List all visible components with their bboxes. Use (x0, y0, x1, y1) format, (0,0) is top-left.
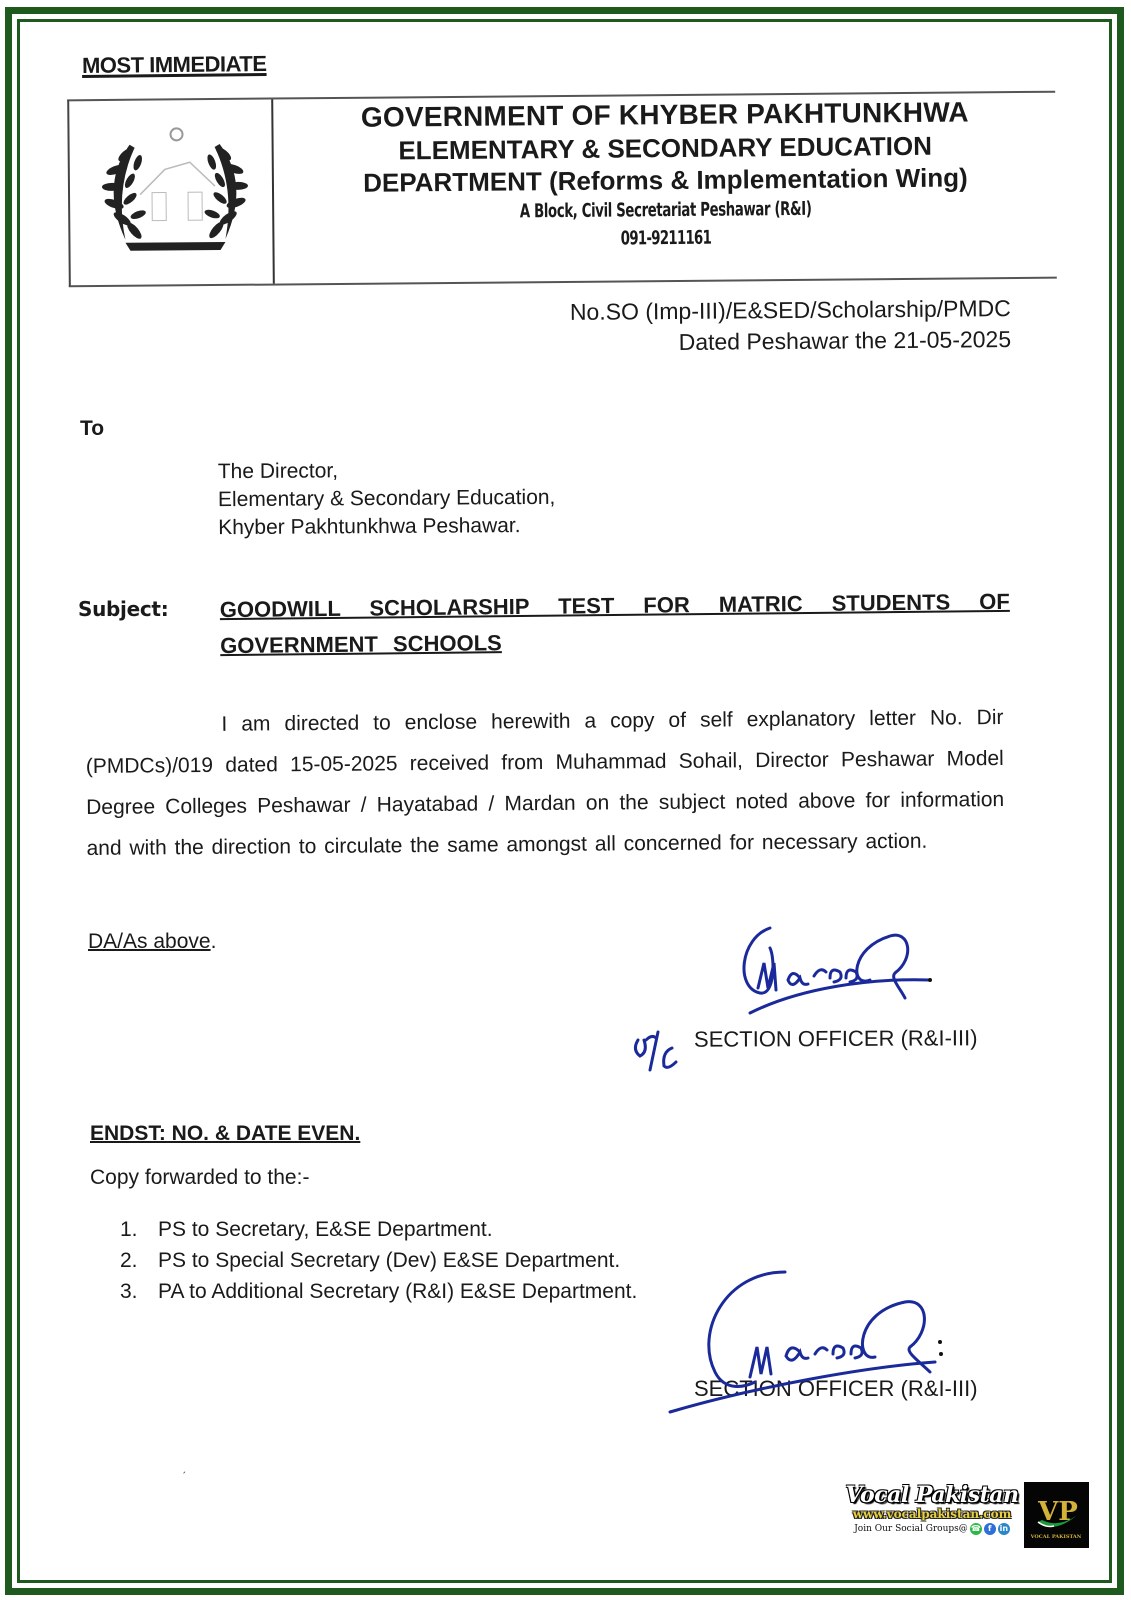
letterhead-divider (271, 100, 275, 284)
letterhead-text (284, 95, 1046, 256)
letterhead-phone: 091-9211161 (620, 226, 712, 250)
endorsement-heading: ENDST: NO. & DATE EVEN. (90, 1122, 361, 1145)
list-number: 1. (120, 1218, 138, 1241)
reference-date: Dated Peshawar the 21-05-2025 (678, 326, 1012, 355)
list-item (120, 1245, 637, 1276)
body-paragraph: I am directed to enclose herewith a copy of self explanatory letter No. Dir (PMDCs)/019 dated 15-05-2025 received from Muhammad Sohail, Director Peshawar Model Degree Colleges Peshawar / Hayatabad / Mardan on the subject noted above for information and with the direction to circulate the same amongst all concerned for necessary action. (85, 705, 1005, 861)
signatory-title-2: SECTION OFFICER (R&I-III) (694, 1376, 978, 1401)
list-number: 2. (120, 1249, 138, 1272)
kp-emblem-icon (89, 114, 260, 255)
list-text: PS to Secretary, E&SE Department. (158, 1218, 493, 1241)
linkedin-icon[interactable]: in (999, 1524, 1009, 1533)
logo-text: VOCAL PAKISTAN (1030, 1534, 1082, 1540)
watermark-title: Vocal Pakistan (845, 1482, 1019, 1508)
oc-mark-icon (630, 1018, 690, 1078)
logo-initials: VP (1038, 1497, 1078, 1527)
list-item (120, 1214, 637, 1245)
copy-forwarded-intro: Copy forwarded to the:- (90, 1166, 310, 1189)
watermark-url[interactable]: www.vocalpakistan.com (852, 1507, 1012, 1521)
letterhead-department-1: ELEMENTARY & SECONDARY EDUCATION (398, 130, 933, 166)
letterhead (67, 91, 1057, 288)
watermark-social (842, 1523, 1022, 1535)
reference-block (570, 293, 1011, 359)
reference-number: No.SO (Imp-III)/E&SED/Scholarship/PMDC (569, 295, 1011, 325)
enclosure-text: DA/As above (88, 930, 211, 953)
vocal-pakistan-logo-icon (1024, 1482, 1089, 1548)
social-label: Join Our Social Groups@ (854, 1524, 968, 1534)
addressee-line: The Director, (217, 459, 339, 484)
facebook-icon[interactable]: f (984, 1523, 996, 1535)
subject-text: GOODWILL SCHOLARSHIP TEST FOR MATRIC STUDENTS OF GOVERNMENT SCHOOLS (219, 588, 1010, 659)
enclosure-note (88, 930, 216, 954)
stray-mark: ˏ (182, 1460, 186, 1474)
to-label: To (80, 417, 105, 440)
signature-icon (665, 1262, 965, 1422)
addressee-line: Khyber Pakhtunkhwa Peshawar. (218, 514, 521, 540)
signature-icon (730, 918, 950, 1028)
addressee (218, 456, 556, 542)
letterhead-government: GOVERNMENT OF KHYBER PAKHTUNKHWA (360, 96, 969, 133)
enclosure-period: . (210, 930, 217, 953)
addressee-line: Elementary & Secondary Education, (217, 485, 556, 512)
list-text: PA to Additional Secretary (R&I) E&SE Department. (158, 1280, 638, 1303)
signatory-title-1: SECTION OFFICER (R&I-III) (693, 1025, 978, 1052)
letterhead-address: A Block, Civil Secretariat Peshawar (R&I) (519, 197, 812, 223)
watermark (842, 1482, 1022, 1535)
whatsapp-icon[interactable]: ☎ (970, 1524, 981, 1533)
subject-label: Subject: (78, 597, 169, 621)
list-item (120, 1276, 637, 1307)
list-number: 3. (120, 1280, 138, 1303)
copy-recipients-list (120, 1214, 637, 1307)
list-text: PS to Special Secretary (Dev) E&SE Department. (158, 1249, 621, 1272)
letterhead-department-2: DEPARTMENT (Reforms & Implementation Wing) (363, 162, 968, 198)
priority-label: MOST IMMEDIATE (81, 51, 267, 78)
